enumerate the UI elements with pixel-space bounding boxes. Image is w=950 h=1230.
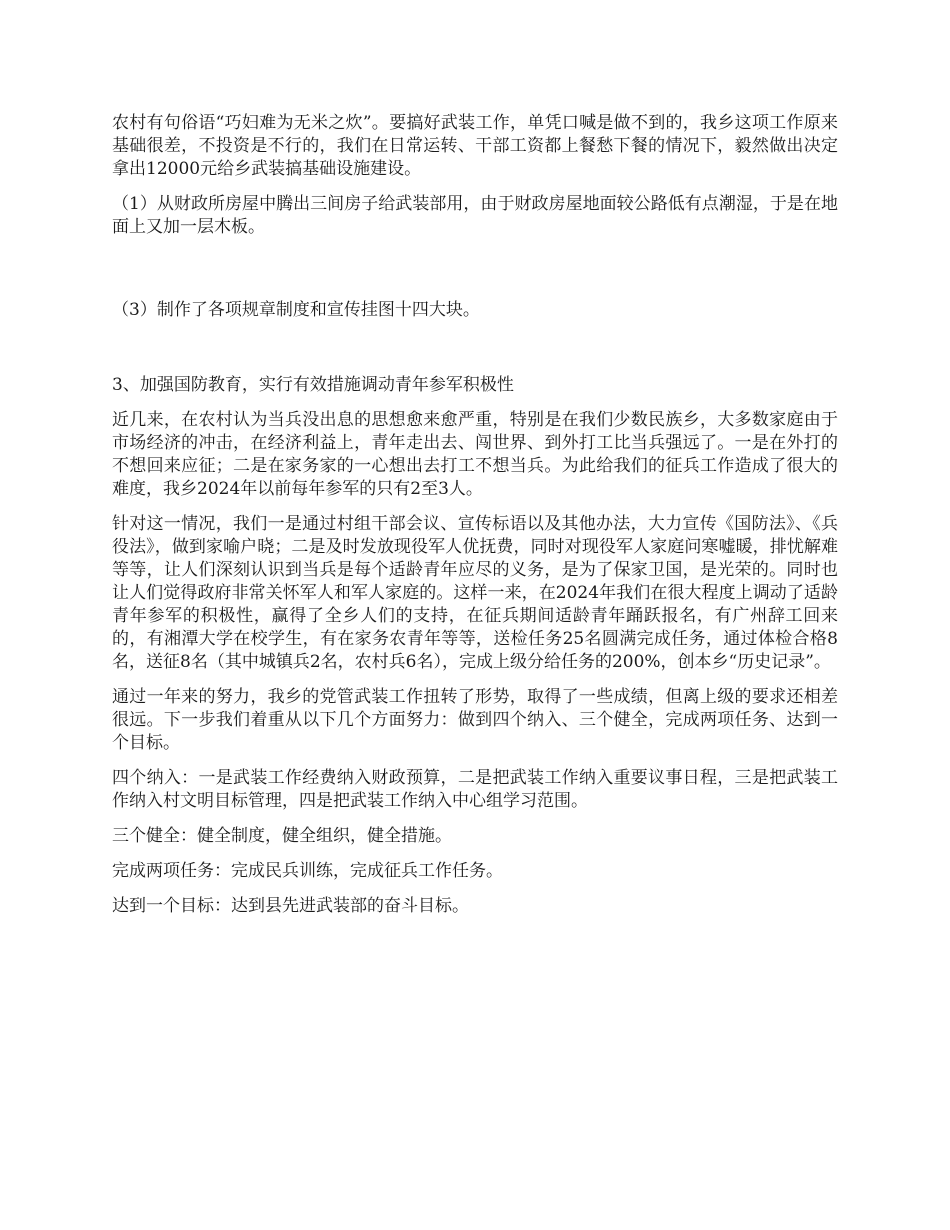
section-heading-3: 3、加强国防教育，实行有效措施调动青年参军积极性: [112, 375, 514, 395]
paragraph-one-goal: 达到一个目标：达到县先进武装部的奋斗目标。: [112, 896, 469, 916]
paragraph-item-1: （1）从财政所房屋中腾出三间房子给武装部用，由于财政房屋地面较公路低有点潮湿，于是在地面上又加一层木板。: [112, 194, 838, 237]
paragraph-funding: 农村有句俗语“巧妇难为无米之炊”。要搞好武装工作，单凭口喊是做不到的，我乡这项工作原来基础很差，不投资是不行的，我们在日常运转、干部工资都上餐愁下餐的情况下，毅然做出决定拿出12000元给乡武装搞基础设施建设。: [112, 113, 838, 179]
spacer: [112, 334, 838, 374]
paragraph-item-3: （3）制作了各项规章制度和宣传挂图十四大块。: [112, 300, 480, 320]
paragraph-next-steps: 通过一年来的努力，我乡的党管武装工作扭转了形势，取得了一些成绩，但离上级的要求还相差很远。下一步我们着重从以下几个方面努力：做到四个纳入、三个健全，完成两项任务、达到一个目标。: [112, 687, 838, 753]
paragraph-background: 近几来，在农村认为当兵没出息的思想愈来愈严重，特别是在我们少数民族乡，大多数家庭由于市场经济的冲击，在经济利益上，青年走出去、闯世界、到外打工比当兵强远了。一是在外打的不想回来应征；二是在家务家的一心想出去打工不想当兵。为此给我们的征兵工作造成了很大的难度，我乡2024年以前每年参军的只有2至3人。: [112, 410, 838, 499]
paragraph-four-inclusions: 四个纳入：一是武装工作经费纳入财政预算，二是把武装工作纳入重要议事日程，三是把武装工作纳入村文明目标管理，四是把武装工作纳入中心组学习范围。: [112, 768, 838, 811]
spacer: [112, 251, 838, 299]
paragraph-two-tasks: 完成两项任务：完成民兵训练，完成征兵工作任务。: [112, 861, 503, 881]
paragraph-three-improvements: 三个健全：健全制度，健全组织，健全措施。: [112, 826, 452, 846]
paragraph-measures: 针对这一情况，我们一是通过村组干部会议、宣传标语以及其他办法，大力宣传《国防法》、《兵役法》，做到家喻户晓；二是及时发放现役军人优抚费，同时对现役军人家庭问寒嘘暖，排忧解难等等，让人们深刻认识到当兵是每个适龄青年应尽的义务，是为了保家卫国，是光荣的。同时也让人们觉得政府非常关怀军人和军人家庭的。这样一来，在2024年我们在很大程度上调动了适龄青年参军的积极性，赢得了全乡人们的支持，在征兵期间适龄青年踊跃报名，有广州辞工回来的，有湘潭大学在校学生，有在家务农青年等等，送检任务25名圆满完成任务，通过体检合格8名，送征8名（其中城镇兵2名，农村兵6名），完成上级分给任务的200%，创本乡“历史记录”。: [112, 514, 838, 672]
